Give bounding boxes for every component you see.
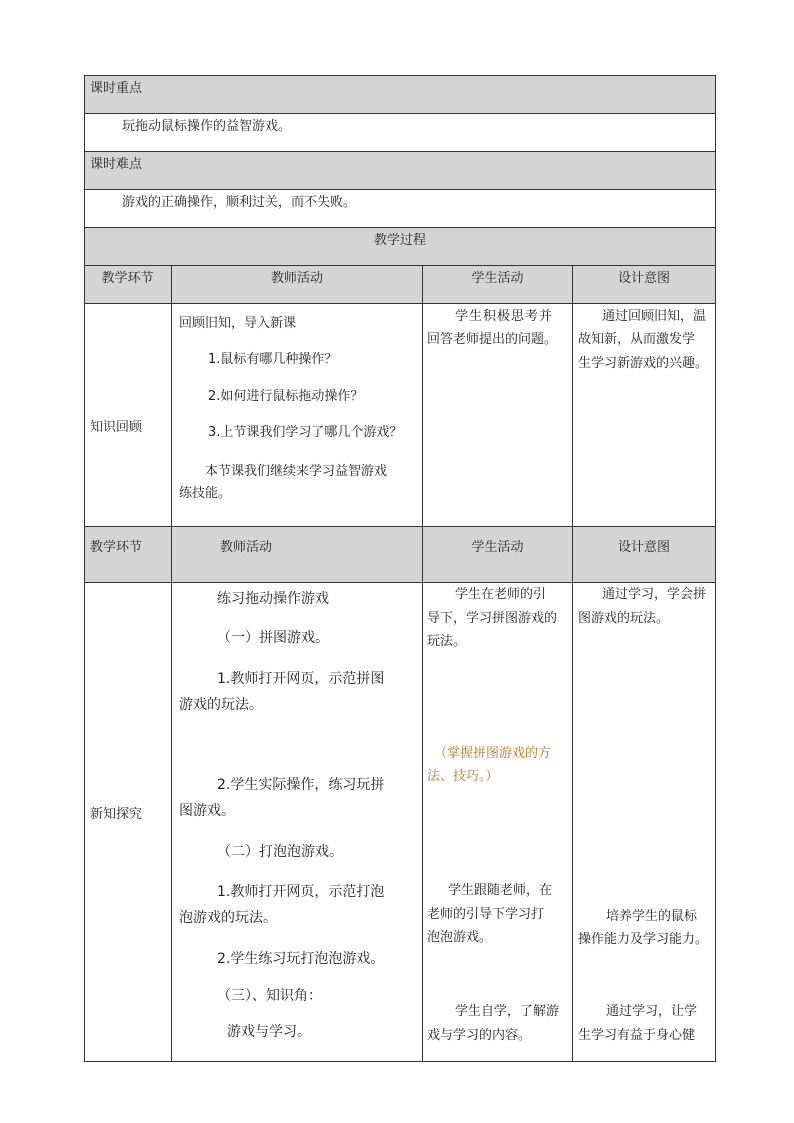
process-title: 教学过程 (373, 233, 426, 248)
explore-t3-1: 1.教师打开网页，示范拼图 (217, 671, 385, 687)
explore-stage: 新知探究 (90, 807, 143, 822)
explore-t5: （二）打泡泡游戏。 (217, 844, 343, 860)
key-points-header-row (84, 75, 716, 113)
review-intro: 回顾旧知，导入新课 (179, 316, 297, 331)
explore-t8: （三）、知识角： (217, 988, 322, 1004)
header-design-2: 设计意图 (617, 540, 670, 555)
review-closing-2: 练技能。 (179, 486, 232, 501)
difficulty-label: 课时难点 (90, 157, 143, 172)
explore-d1-2: 图游戏的玩法。 (578, 611, 670, 626)
header-teacher: 教师活动 (270, 271, 323, 286)
explore-s1-3: 玩法。 (427, 634, 467, 649)
review-q2: 2.如何进行鼠标拖动操作？ (208, 389, 364, 404)
header-teacher-2: 教师活动 (220, 540, 273, 555)
difficulty-header-row (84, 151, 716, 189)
explore-t9: 游戏与学习。 (227, 1024, 311, 1040)
review-design-1: 通过回顾旧知，温 (602, 309, 707, 324)
explore-t4-2: 图游戏。 (179, 803, 235, 819)
header-student-2: 学生活动 (471, 540, 524, 555)
review-q3: 3.上节课我们学习了哪几个游戏？ (208, 425, 403, 440)
header-design: 设计意图 (617, 271, 670, 286)
explore-s4-1: 学生自学，了解游 (455, 1004, 560, 1019)
explore-s3-2: 老师的引导下学习打 (427, 907, 545, 922)
difficulty-content: 游戏的正确操作，顺利过关，而不失败。 (122, 195, 357, 210)
key-points-label: 课时重点 (90, 81, 143, 96)
review-closing-1: 本节课我们继续来学习益智游戏 (205, 464, 388, 479)
header-student: 学生活动 (471, 271, 524, 286)
header-stage-2: 教学环节 (90, 540, 143, 555)
explore-d3-2: 生学习有益于身心健 (578, 1028, 696, 1043)
explore-s3-3: 泡泡游戏。 (427, 930, 493, 945)
explore-t6-2: 泡游戏的玩法。 (179, 910, 277, 926)
explore-d2-2: 操作能力及学习能力。 (578, 932, 709, 947)
explore-d3-1: 通过学习，让学 (606, 1004, 698, 1019)
explore-s1-1: 学生在老师的引 (455, 587, 547, 602)
review-design-2: 故知新，从而激发学 (578, 332, 696, 347)
review-q1: 1.鼠标有哪几种操作？ (208, 352, 338, 367)
key-points-content: 玩拖动鼠标操作的益智游戏。 (122, 119, 292, 134)
explore-t6-1: 1.教师打开网页，示范打泡 (217, 884, 385, 900)
review-student-2: 回答老师提出的问题。 (427, 332, 558, 347)
explore-t7: 2.学生练习玩打泡泡游戏。 (217, 951, 385, 967)
header-stage: 教学环节 (101, 271, 154, 286)
explore-s1-2: 导下，学习拼图游戏的 (427, 611, 558, 626)
explore-t3-2: 游戏的玩法。 (179, 697, 263, 713)
explore-s2-2: 法、技巧。） (427, 769, 499, 784)
explore-t2: （一）拼图游戏。 (217, 630, 329, 646)
explore-d1-1: 通过学习，学会拼 (602, 587, 707, 602)
review-student-1: 学生积极思考并 (455, 309, 554, 324)
explore-t1: 练习拖动操作游戏 (217, 591, 329, 607)
explore-s4-2: 戏与学习的内容。 (427, 1028, 532, 1043)
explore-d2-1: 培养学生的鼠标 (606, 909, 698, 924)
explore-s2-1: （掌握拼图游戏的方 (434, 746, 552, 761)
review-stage: 知识回顾 (90, 420, 143, 435)
explore-s3-1: 学生跟随老师，在 (448, 883, 553, 898)
explore-t4-1: 2.学生实际操作，练习玩拼 (217, 777, 385, 793)
review-design-3: 生学习新游戏的兴趣。 (578, 356, 709, 371)
